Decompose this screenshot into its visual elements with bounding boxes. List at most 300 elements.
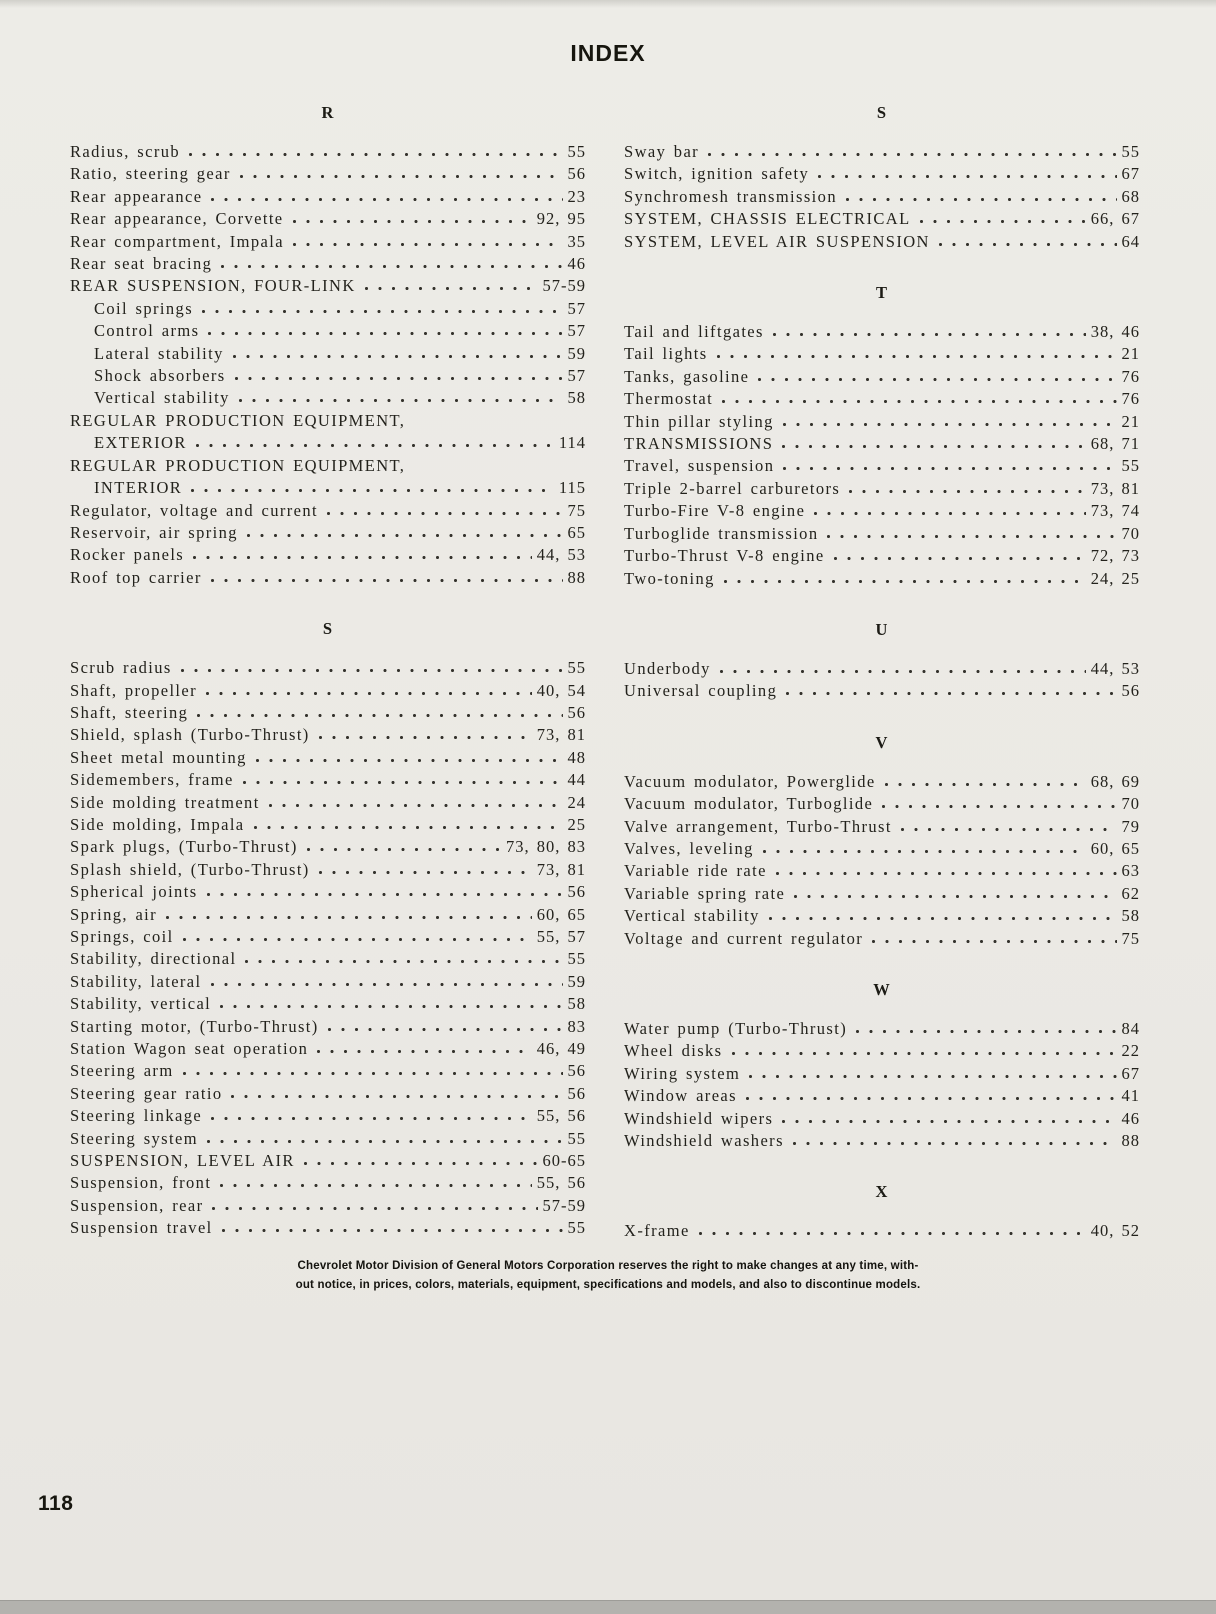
entry-page-number: 35 (567, 231, 586, 251)
entry-label: Suspension, front (70, 1173, 212, 1193)
index-entry (70, 432, 586, 454)
section-letter-T: T (875, 283, 888, 303)
entry-page-number: 23 (567, 186, 586, 206)
entry-label: Springs, coil (70, 927, 174, 946)
entry-page-number: 92, 95 (536, 209, 586, 229)
entry-label: Ratio, steering gear (70, 164, 231, 184)
entry-label: Sway bar (624, 142, 700, 161)
dot-leader (238, 398, 563, 403)
dot-leader (303, 1161, 538, 1166)
dot-leader (201, 309, 562, 314)
index-entry (70, 993, 586, 1015)
entry-label: Tail lights (624, 344, 708, 364)
dot-leader (919, 219, 1086, 224)
index-entry (70, 1217, 586, 1239)
dot-leader (817, 174, 1116, 179)
dot-leader (195, 443, 554, 448)
entry-page-number: 44, 53 (1090, 658, 1140, 678)
entry-page-number: 73, 80, 83 (506, 837, 586, 857)
dot-leader (219, 1004, 562, 1009)
entry-page-number: 56 (567, 164, 586, 184)
entry-label: Side molding treatment (70, 792, 260, 812)
entry-label: Windshield washers (624, 1131, 784, 1150)
entry-page-number: 46 (567, 254, 586, 274)
dot-leader (244, 959, 562, 964)
index-entry (70, 275, 586, 297)
dot-leader (211, 1206, 537, 1211)
dot-leader (772, 332, 1086, 337)
index-entry (70, 769, 586, 791)
index-entry (70, 567, 586, 589)
dot-leader (205, 691, 532, 696)
entry-label: Variable ride rate (624, 861, 767, 881)
dot-leader (292, 242, 563, 247)
index-entry (70, 208, 586, 230)
index-entry (624, 343, 1140, 365)
index-entry (70, 343, 586, 365)
entry-label: Synchromesh transmission (624, 186, 837, 206)
index-entry (70, 1105, 586, 1127)
index-entry (624, 928, 1140, 950)
index-entry (624, 1130, 1140, 1152)
entry-label: REGULAR PRODUCTION EQUIPMENT, (70, 455, 406, 475)
entry-page-number: 22 (1121, 1041, 1140, 1061)
dot-leader (246, 533, 563, 538)
entry-page-number: 55 (567, 1218, 586, 1238)
dot-leader (745, 1096, 1117, 1101)
index-entry (624, 905, 1140, 927)
entry-label: Lateral stability (94, 343, 224, 363)
index-entry (70, 702, 586, 724)
entry-page-number: 68 (1121, 186, 1140, 206)
entry-page-number: 60, 65 (1090, 838, 1140, 858)
index-entry (624, 883, 1140, 905)
dot-leader (826, 534, 1116, 539)
entry-label: Triple 2-barrel carburetors (624, 478, 841, 498)
dot-leader (219, 1183, 531, 1188)
index-entry (70, 881, 586, 903)
index-entry (70, 1128, 586, 1150)
index-entry (624, 680, 1140, 702)
dot-leader (723, 579, 1086, 584)
index-entry (624, 411, 1140, 433)
dot-leader (731, 1051, 1117, 1056)
entry-label: REGULAR PRODUCTION EQUIPMENT, (70, 410, 406, 430)
index-entry (624, 1108, 1140, 1130)
dot-leader (871, 939, 1116, 944)
index-entry (70, 522, 586, 544)
entry-label: Tanks, gasoline (624, 366, 750, 386)
dot-leader (768, 916, 1117, 921)
entry-page-number: 55 (567, 949, 586, 969)
entry-label: Stability, vertical (70, 994, 212, 1014)
entry-label: INTERIOR (94, 478, 183, 498)
index-entry (70, 926, 586, 948)
index-entry (70, 1083, 586, 1105)
entry-page-number: 56 (567, 1083, 586, 1103)
index-entry (70, 298, 586, 320)
page-title: INDEX (570, 40, 646, 66)
index-entry (70, 680, 586, 702)
entry-label: Underbody (624, 658, 711, 678)
index-entry (624, 860, 1140, 882)
entry-page-number: 63 (1121, 861, 1140, 881)
section-letter-W: W (873, 979, 891, 999)
entry-page-number: 58 (567, 994, 586, 1014)
entry-page-number: 75 (567, 500, 586, 520)
dot-leader (719, 669, 1086, 674)
index-entry (624, 568, 1140, 590)
entry-page-number: 62 (1121, 883, 1140, 903)
index-entry (624, 186, 1140, 208)
entry-label: EXTERIOR (94, 433, 187, 453)
entry-label: Spark plugs, (Turbo-Thrust) (70, 837, 298, 857)
dot-leader (813, 511, 1085, 516)
entry-page-number: 67 (1121, 164, 1140, 184)
entry-label: Tail and liftgates (624, 322, 764, 342)
entry-label: Spring, air (70, 904, 158, 924)
entry-label: Scrub radius (70, 658, 172, 678)
entry-label: Reservoir, air spring (70, 522, 238, 542)
entry-label: X-frame (624, 1221, 690, 1241)
entry-page-number: 60-65 (542, 1151, 586, 1171)
entry-page-number: 40, 52 (1090, 1221, 1140, 1241)
entry-page-number: 88 (567, 567, 586, 587)
entry-label: Water pump (Turbo-Thrust) (624, 1018, 848, 1038)
entry-label: Splash shield, (Turbo-Thrust) (70, 859, 310, 879)
dot-leader (210, 982, 563, 987)
entry-label: Suspension travel (70, 1218, 213, 1238)
entry-page-number: 57 (567, 366, 586, 386)
dot-leader (210, 1116, 532, 1121)
entry-page-number: 25 (567, 814, 586, 834)
entry-page-number: 70 (1121, 523, 1140, 543)
entry-label: Voltage and current regulator (624, 928, 864, 948)
entry-label: Valves, leveling (624, 838, 754, 858)
entry-label: Universal coupling (624, 681, 778, 701)
dot-leader (207, 331, 562, 336)
entry-label: Rear seat bracing (70, 254, 213, 274)
entry-page-number: 57 (567, 298, 586, 318)
index-entry (70, 859, 586, 881)
page-number: 118 (38, 1492, 74, 1515)
dot-leader (221, 1228, 563, 1233)
entry-page-number: 76 (1121, 366, 1140, 386)
entry-label: Rocker panels (70, 545, 185, 565)
entry-label: Steering linkage (70, 1106, 203, 1126)
index-entry (70, 186, 586, 208)
entry-label: Starting motor, (Turbo-Thrust) (70, 1016, 319, 1036)
index-column-1 (70, 103, 586, 1243)
index-entry (70, 1150, 586, 1172)
entry-page-number: 88 (1121, 1131, 1140, 1150)
section-letter-V: V (875, 732, 889, 752)
entry-page-number: 64 (1121, 231, 1140, 251)
entry-page-number: 56 (567, 1061, 586, 1081)
index-entry (624, 163, 1140, 185)
dot-leader (242, 780, 563, 785)
dot-leader (364, 286, 538, 291)
index-entry (70, 1172, 586, 1194)
entry-label: Sheet metal mounting (70, 747, 247, 767)
index-entry (624, 523, 1140, 545)
entry-page-number: 55 (1121, 456, 1140, 476)
index-entry (624, 838, 1140, 860)
dot-leader (239, 174, 563, 179)
entry-label: Rear appearance, Corvette (70, 209, 284, 229)
entry-page-number: 73, 81 (1090, 478, 1140, 498)
section-letter-R: R (321, 103, 335, 122)
dot-leader (884, 782, 1086, 787)
index-entry (624, 321, 1140, 343)
index-entry (70, 1195, 586, 1217)
entry-label: Turbo-Fire V-8 engine (624, 501, 806, 521)
entry-label: REAR SUSPENSION, FOUR-LINK (70, 276, 356, 296)
dot-leader (721, 399, 1116, 404)
entry-label: Shock absorbers (94, 366, 226, 386)
section-letter-X: X (875, 1182, 889, 1202)
entry-page-number: 75 (1121, 928, 1140, 948)
entry-page-number: 55, 56 (536, 1106, 586, 1126)
index-entry (70, 231, 586, 253)
entry-page-number: 73, 81 (536, 859, 586, 879)
entry-label: SYSTEM, CHASSIS ELECTRICAL (624, 209, 911, 229)
entry-page-number: 55 (567, 658, 586, 678)
index-column-2 (624, 103, 1140, 1243)
entry-page-number: 68, 71 (1090, 434, 1140, 454)
index-entry (70, 410, 586, 432)
entry-label: Windshield wipers (624, 1108, 774, 1128)
dot-leader (698, 1231, 1086, 1236)
entry-label: Wiring system (624, 1063, 741, 1083)
dot-leader (268, 803, 563, 808)
dot-leader (938, 242, 1117, 247)
entry-page-number: 59 (567, 971, 586, 991)
dot-leader (206, 892, 563, 897)
index-entry (624, 433, 1140, 455)
index-entry (70, 141, 586, 163)
entry-page-number: 21 (1121, 411, 1140, 431)
footer-note (0, 1257, 1216, 1295)
index-entry (624, 1018, 1140, 1040)
index-entry (624, 1063, 1140, 1085)
index-entry (624, 1085, 1140, 1107)
index-entry (70, 971, 586, 993)
dot-leader (833, 556, 1086, 561)
entry-page-number: 55 (1121, 142, 1140, 161)
entry-page-number: 68, 69 (1090, 771, 1140, 791)
entry-label: Vacuum modulator, Powerglide (624, 771, 876, 791)
entry-page-number: 48 (567, 747, 586, 767)
entry-label: Valve arrangement, Turbo-Thrust (624, 816, 892, 836)
footer-line-2: out notice, in prices, colors, materials, equipment, specifications and models, and also to discontinue models. (295, 1278, 921, 1291)
entry-page-number: 24, 25 (1090, 568, 1140, 588)
dot-leader (292, 219, 532, 224)
dot-leader (785, 691, 1116, 696)
entry-label: Shaft, propeller (70, 680, 198, 700)
entry-label: Sidemembers, frame (70, 770, 234, 790)
entry-label: Thermostat (624, 389, 714, 409)
dot-leader (190, 488, 554, 493)
index-entry (70, 747, 586, 769)
entry-page-number: 40, 54 (536, 680, 586, 700)
dot-leader (182, 937, 532, 942)
entry-label: SUSPENSION, LEVEL AIR (70, 1151, 295, 1171)
entry-label: Steering system (70, 1128, 198, 1148)
index-entry (70, 500, 586, 522)
page-bottom-edge (0, 1600, 1216, 1614)
entry-label: Radius, scrub (70, 142, 181, 161)
entry-label: Vertical stability (624, 906, 760, 926)
index-entry (624, 545, 1140, 567)
index-entry (624, 658, 1140, 680)
index-entry (70, 1016, 586, 1038)
entry-page-number: 84 (1121, 1018, 1140, 1038)
index-entry (624, 231, 1140, 253)
dot-leader (775, 871, 1117, 876)
entry-page-number: 58 (1121, 906, 1140, 926)
entry-label: Control arms (94, 321, 200, 341)
entry-page-number: 55, 56 (536, 1173, 586, 1193)
entry-label: Side molding, Impala (70, 814, 245, 834)
dot-leader (781, 1119, 1116, 1124)
dot-leader (230, 1094, 562, 1099)
dot-leader (707, 152, 1116, 157)
entry-label: Thin pillar styling (624, 411, 774, 431)
index-entry (624, 500, 1140, 522)
index-entry (624, 455, 1140, 477)
dot-leader (793, 894, 1116, 899)
index-entry (70, 365, 586, 387)
index-entry (70, 724, 586, 746)
index-entry (70, 836, 586, 858)
dot-leader (306, 847, 501, 852)
dot-leader (881, 804, 1116, 809)
dot-leader (182, 1071, 563, 1076)
entry-label: Window areas (624, 1086, 737, 1106)
entry-page-number: 55 (567, 1128, 586, 1148)
dot-leader (210, 578, 563, 583)
section-letter-S: S (322, 619, 334, 639)
index-entry (70, 948, 586, 970)
entry-label: Variable spring rate (624, 883, 786, 903)
index-entry (624, 478, 1140, 500)
index-entry (624, 771, 1140, 793)
index-entry (70, 1038, 586, 1060)
index-entry (624, 141, 1140, 163)
entry-page-number: 56 (567, 882, 586, 902)
entry-label: Spherical joints (70, 882, 198, 902)
entry-page-number: 56 (1121, 681, 1140, 701)
index-entry (624, 366, 1140, 388)
entry-page-number: 79 (1121, 816, 1140, 836)
entry-page-number: 83 (567, 1016, 586, 1036)
dot-leader (781, 444, 1085, 449)
dot-leader (210, 197, 562, 202)
entry-label: Shield, splash (Turbo-Thrust) (70, 725, 310, 745)
entry-page-number: 114 (558, 433, 586, 453)
entry-page-number: 38, 46 (1090, 322, 1140, 342)
dot-leader (748, 1074, 1116, 1079)
entry-page-number: 41 (1121, 1086, 1140, 1106)
dot-leader (165, 915, 532, 920)
entry-label: TRANSMISSIONS (624, 434, 774, 454)
entry-page-number: 59 (567, 343, 586, 363)
entry-page-number: 55 (567, 142, 586, 161)
section-letter-S: S (876, 103, 888, 122)
dot-leader (792, 1141, 1117, 1146)
dot-leader (855, 1029, 1116, 1034)
entry-page-number: 44 (567, 770, 586, 790)
entry-label: Suspension, rear (70, 1195, 204, 1215)
section-letter-U: U (875, 619, 889, 639)
dot-leader (845, 197, 1117, 202)
index-entry (624, 816, 1140, 838)
dot-leader (318, 870, 532, 875)
entry-page-number: 65 (567, 522, 586, 542)
entry-label: Vacuum modulator, Turboglide (624, 794, 874, 814)
index-entry (70, 455, 586, 477)
dot-leader (255, 758, 563, 763)
entry-page-number: 57 (567, 321, 586, 341)
index-entry (70, 387, 586, 409)
entry-page-number: 55, 57 (536, 927, 586, 946)
index-entry (70, 477, 586, 499)
entry-label: Coil springs (94, 298, 194, 318)
entry-page-number: 56 (567, 702, 586, 722)
index-columns (0, 103, 1216, 1243)
entry-label: Turboglide transmission (624, 523, 819, 543)
dot-leader (326, 511, 562, 516)
index-entry (624, 388, 1140, 410)
dot-leader (220, 264, 562, 269)
dot-leader (196, 713, 562, 718)
index-entry (624, 1220, 1140, 1242)
entry-label: Roof top carrier (70, 567, 202, 587)
entry-page-number: 70 (1121, 794, 1140, 814)
index-entry (70, 544, 586, 566)
footer-line-1: Chevrolet Motor Division of General Motors Corporation reserves the right to make changes at any time, with- (297, 1259, 919, 1272)
entry-label: Steering arm (70, 1061, 174, 1081)
index-entry (70, 657, 586, 679)
dot-leader (848, 489, 1086, 494)
dot-leader (316, 1049, 531, 1054)
entry-label: Regulator, voltage and current (70, 500, 319, 520)
dot-leader (782, 422, 1117, 427)
entry-page-number: 57-59 (542, 276, 586, 296)
entry-page-number: 46 (1121, 1108, 1140, 1128)
entry-label: Rear compartment, Impala (70, 231, 284, 251)
index-entry (70, 320, 586, 342)
entry-page-number: 24 (567, 792, 586, 812)
index-entry (70, 1060, 586, 1082)
entry-page-number: 44, 53 (536, 545, 586, 565)
dot-leader (782, 466, 1116, 471)
entry-label: SYSTEM, LEVEL AIR SUSPENSION (624, 231, 930, 251)
entry-label: Steering gear ratio (70, 1083, 223, 1103)
entry-page-number: 76 (1121, 389, 1140, 409)
entry-label: Two-toning (624, 568, 715, 588)
index-entry (70, 904, 586, 926)
dot-leader (757, 377, 1116, 382)
entry-label: Travel, suspension (624, 456, 775, 476)
entry-page-number: 66, 67 (1090, 209, 1140, 229)
dot-leader (318, 735, 532, 740)
dot-leader (232, 354, 563, 359)
dot-leader (716, 354, 1117, 359)
entry-label: Station Wagon seat operation (70, 1039, 309, 1059)
entry-page-number: 73, 81 (536, 725, 586, 745)
